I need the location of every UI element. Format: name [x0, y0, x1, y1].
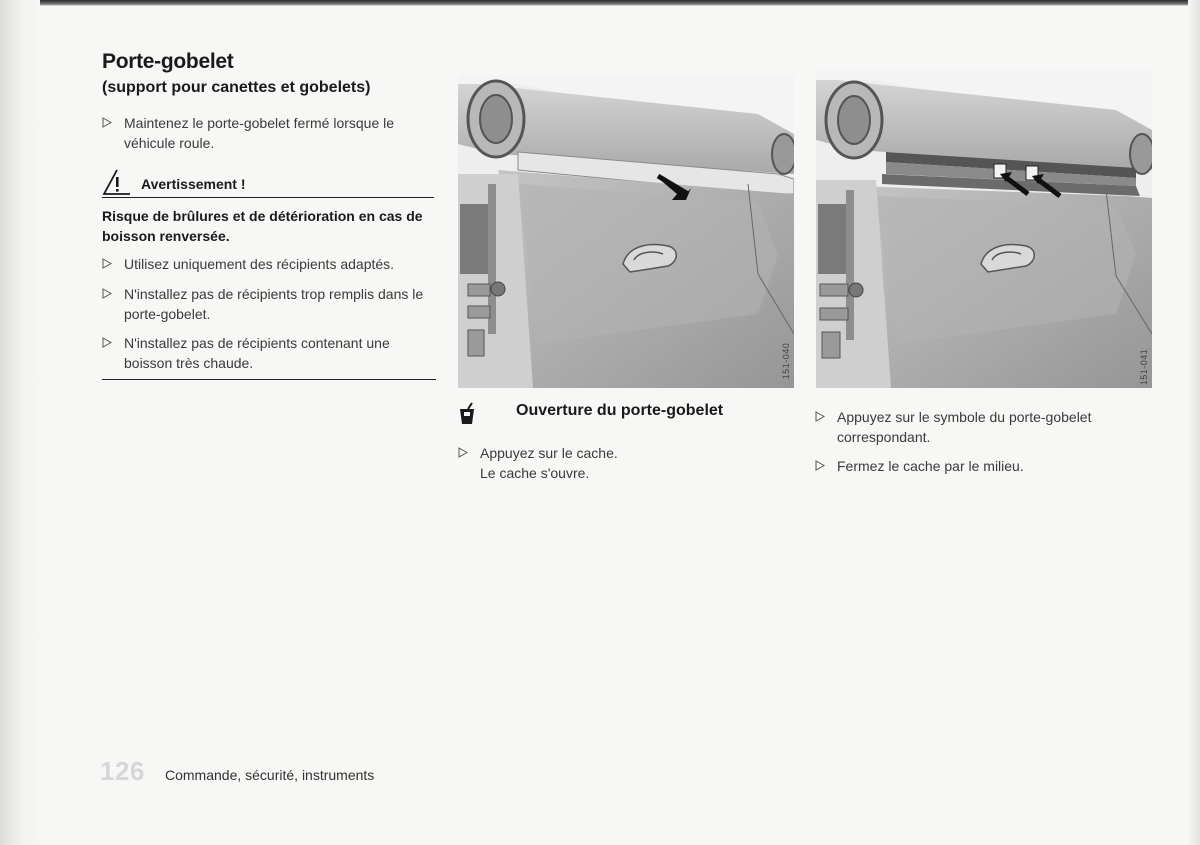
- right-bullet: [815, 456, 1135, 476]
- warning-bullet-text: Utilisez uniquement des récipients adaptés.: [124, 256, 395, 272]
- right-bullet-text: Appuyez sur le symbole du porte-gobelet correspondant.: [837, 409, 1092, 445]
- bullet-triangle-icon: [102, 337, 112, 348]
- figure-code: 151-040: [781, 342, 791, 380]
- opening-step: [458, 443, 758, 483]
- intro-bullet-text: Maintenez le porte-gobelet fermé lorsque le véhicule roule.: [124, 115, 395, 151]
- opening-step-action: Appuyez sur le cache.: [480, 445, 618, 461]
- figure-code: 151-041: [1139, 348, 1149, 386]
- right-bullet: [815, 407, 1135, 447]
- bullet-triangle-icon: [102, 258, 112, 269]
- warning-label: Avertissement !: [141, 176, 246, 192]
- bullet-triangle-icon: [458, 447, 468, 458]
- figure-cupholder-open: [816, 70, 1152, 388]
- warning-bullet-text: N'installez pas de récipients trop remplis dans le porte-gobelet.: [124, 286, 424, 322]
- cup-holder-icon: [457, 402, 479, 426]
- figure-cupholder-closed: [458, 74, 794, 388]
- page-right-edge: [1188, 0, 1200, 845]
- opening-step-result: Le cache s'ouvre.: [480, 465, 590, 481]
- right-bullet-text: Fermez le cache par le milieu.: [837, 458, 1024, 474]
- warning-triangle-icon: [102, 168, 134, 196]
- section-title: Ouverture du porte-gobelet: [516, 402, 724, 419]
- section-divider: [102, 379, 436, 380]
- warning-header: [102, 168, 434, 198]
- warning-bullet: [102, 254, 432, 274]
- bullet-triangle-icon: [102, 117, 112, 128]
- warning-risk-text: Risque de brûlures et de détérioration en cas de boisson renversée.: [102, 208, 423, 244]
- warning-bullet: [102, 333, 432, 373]
- bullet-triangle-icon: [102, 288, 112, 299]
- page-subtitle: (support pour canettes et gobelets): [102, 79, 371, 96]
- intro-bullet: [102, 113, 432, 153]
- warning-bullet: [102, 284, 438, 324]
- footer-section-title: Commande, sécurité, instruments: [165, 767, 375, 783]
- page-top-edge: [0, 0, 1200, 6]
- page-title: Porte-gobelet: [102, 50, 234, 73]
- warning-bullet-text: N'installez pas de récipients contenant une boisson très chaude.: [124, 335, 390, 371]
- bullet-triangle-icon: [815, 411, 825, 422]
- page-number: 126: [100, 756, 145, 786]
- page-binding-shadow: [0, 0, 40, 845]
- bullet-triangle-icon: [815, 460, 825, 471]
